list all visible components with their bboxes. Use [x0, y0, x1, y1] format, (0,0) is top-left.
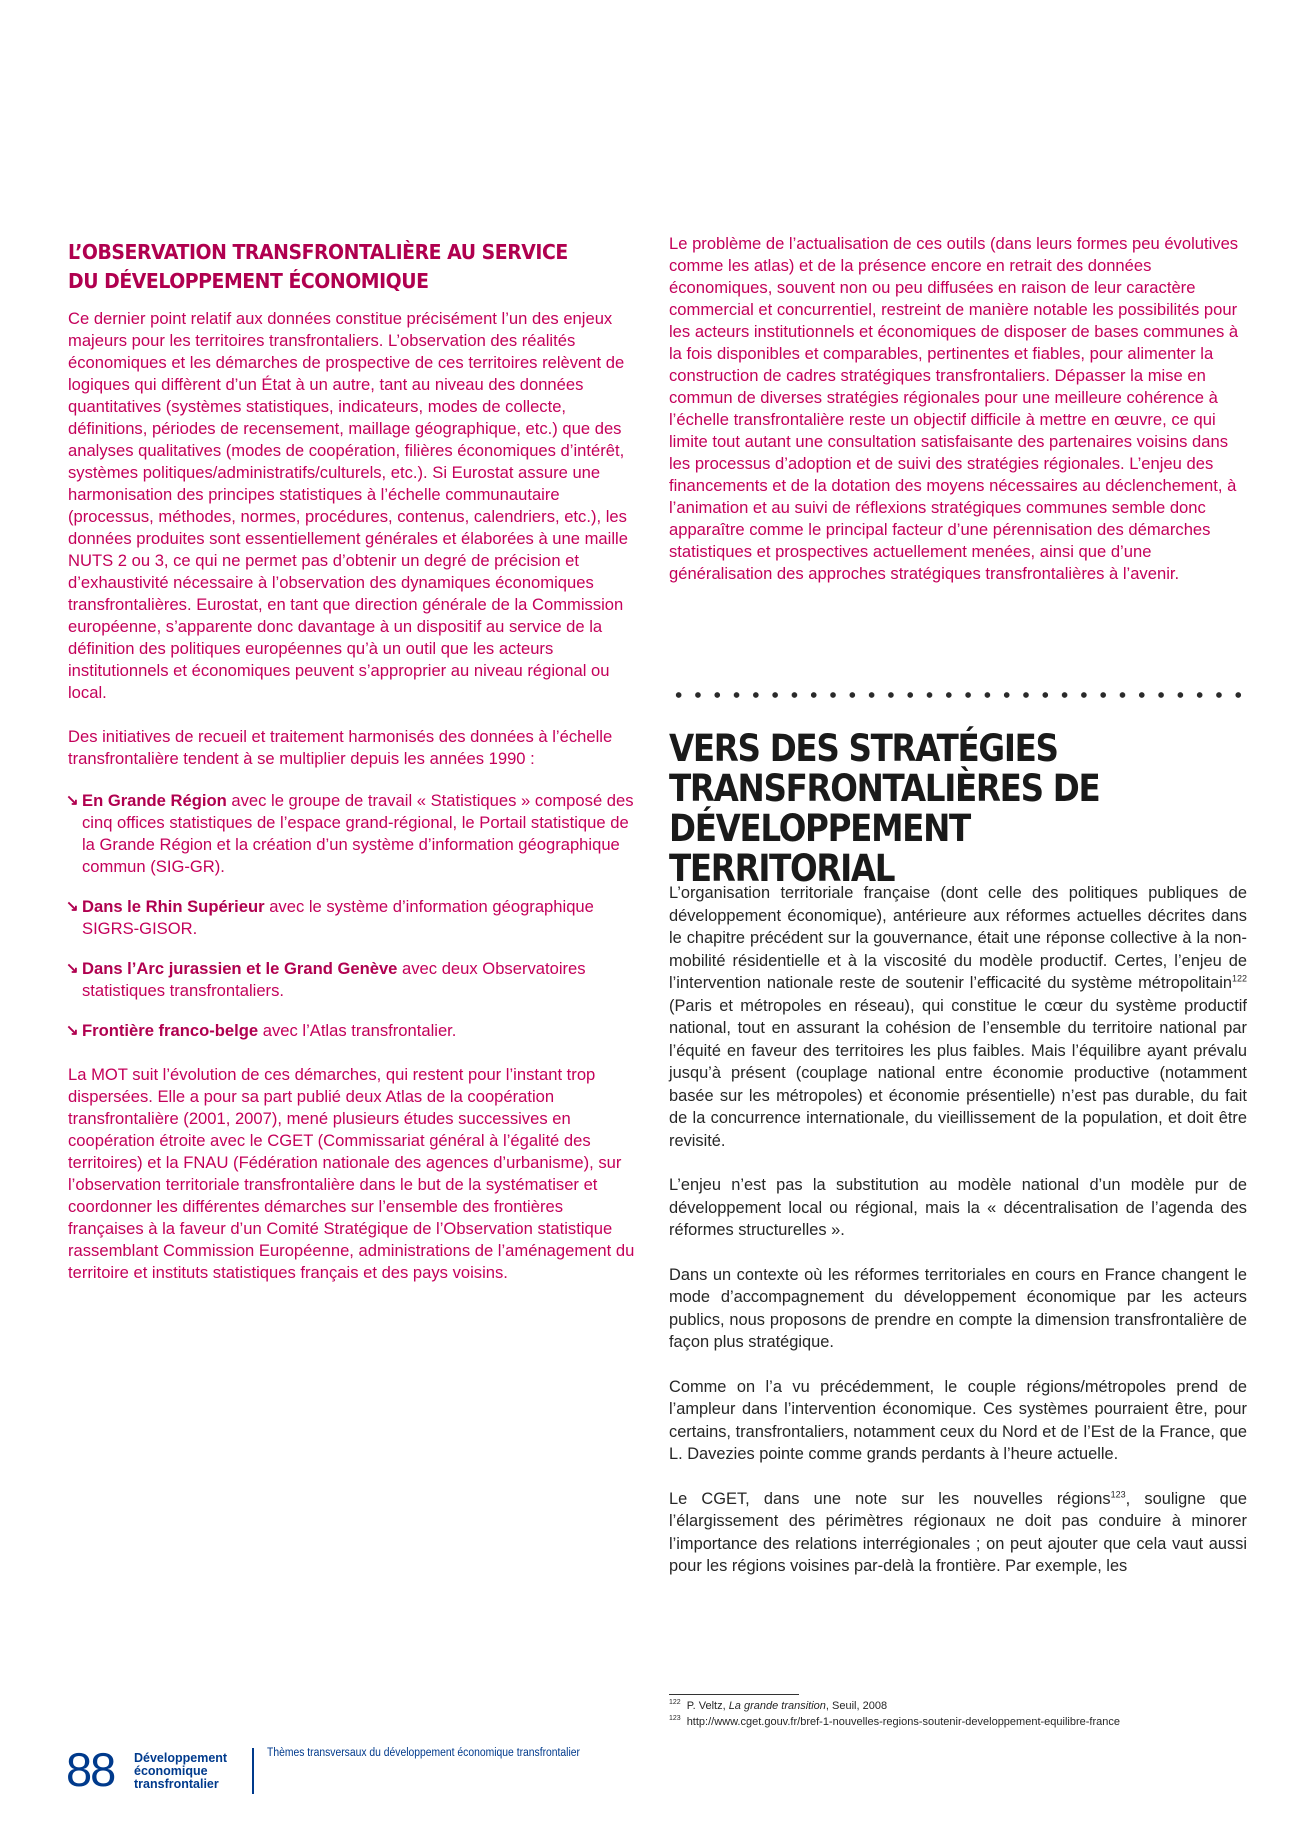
text-span: P. Veltz, — [686, 1700, 729, 1712]
footnote-ref: 122 — [1231, 973, 1247, 984]
chapter-title-line: DÉVELOPPEMENT TERRITORIAL — [669, 807, 970, 890]
paragraph: Des initiatives de recueil et traitement harmonisés des données à l’échelle transfrontalière tendent à se multiplier depuis les années 1990 : — [68, 727, 613, 768]
chapter-title — [669, 729, 1197, 889]
right-column — [669, 233, 1247, 585]
footer-separator — [252, 1748, 254, 1794]
list-item-text: avec l’Atlas transfrontalier. — [258, 1021, 457, 1040]
paragraph — [669, 1488, 1247, 1578]
list-item-text: avec le système d’information géographique SIGRS-GISOR. — [82, 897, 594, 938]
paragraph: Ce dernier point relatif aux données constitue précisément l’un des enjeux majeurs pour les territoires transfrontaliers. L’observation des réalités économiques et les démarches de prospective de ces territoires relèvent de logiques qui diffèrent d’un État à un autre, tant au niveau des données quantitatives (systèmes statistiques, indicateurs, modes de collecte, définitions, périodes de recensement, maillage géographique, etc.) que des analyses qualitatives (modes de coopération, filières économiques d’intérêt, systèmes politiques/administratifs/culturels, etc.). Si Eurostat assure une harmonisation des principes statistiques à l’échelle communautaire (processus, méthodes, normes, procédures, contenus, calendriers, etc.), les données produites sont essentiellement générales et élaborées à une maille NUTS 2 ou 3, ce qui ne permet pas d’obtenir un degré de précision et d’exhaustivité nécessaire à l’observation des dynamiques économiques transfrontalières. Eurostat, en tant que direction générale de la Commission européenne, s’apparente donc davantage à un dispositif au service de la définition des politiques européennes qu’à un outil que les acteurs institutionnels et économiques peuvent s’approprier au niveau régional ou local. — [68, 309, 628, 702]
body-text — [669, 882, 1247, 1600]
text-span: , Seuil, 2008 — [825, 1700, 888, 1712]
list-item — [68, 790, 638, 878]
publication-brand — [134, 1752, 227, 1791]
footnote-link[interactable]: http://www.cget.gouv.fr/bref-1-nouvelles-regions-soutenir-developpement-equilibre-france — [686, 1716, 1120, 1728]
brand-line: Développement — [134, 1751, 228, 1765]
text-span: L’organisation territoriale française (dont celle des politiques publiques de développement économique), antérieure aux réformes actuelles décrites dans le chapitre précédent sur la gouvernance, était une réponse collective à la non-mobilité résidentielle et à la viscosité du modèle productif. Certes, l’enjeu de l’intervention nationale reste de soutenir l’efficacité du système métropolitain — [669, 884, 1247, 992]
section-title-line: L’OBSERVATION TRANSFRONTALIÈRE AU SERVICE — [68, 240, 568, 264]
arrow-down-right-icon: ↘ — [66, 898, 79, 915]
footnotes — [669, 1698, 1269, 1730]
arrow-down-right-icon: ↘ — [66, 792, 79, 809]
list-item-lead: En Grande Région — [82, 791, 227, 810]
page-number: 88 — [66, 1743, 115, 1796]
paragraph: Le problème de l’actualisation de ces outils (dans leurs formes peu évolutives comme les atlas) et de la présence encore en retrait des données économiques, souvent non ou peu diffusées en raison de leur caractère commercial et concurrentiel, restreint de manière notable les possibilités pour les acteurs institutionnels et économiques de disposer de bases communes à la fois disponibles et comparables, pertinentes et fiables, pour alimenter la construction de cadres stratégiques transfrontaliers. Dépasser la mise en commun de diverses stratégies régionales pour une meilleure cohérence à l’échelle transfrontalière reste un objectif difficile à mettre en œuvre, ce qui limite tout autant une consultation satisfaisante des partenaires voisins dans les processus d’adoption et de suivi des stratégies régionales. L’enjeu des financements et de la dotation des moyens nécessaires au déclenchement, à l’animation et au suivi de réflexions stratégiques communes semble donc apparaître comme le principal facteur d’une pérennisation des démarches statistiques et prospectives actuellement menées, ainsi que d’une généralisation des approches stratégiques transfrontalières à l’avenir. — [669, 234, 1239, 583]
list-item-lead: Dans le Rhin Supérieur — [82, 897, 265, 916]
footnote-divider — [669, 1694, 799, 1695]
left-column — [68, 238, 638, 1284]
dotted-divider — [669, 689, 1247, 701]
footnote-number: 123 — [669, 1715, 681, 1723]
paragraph: Comme on l’a vu précédemment, le couple régions/métropoles prend de l’ampleur dans l’intervention économique. Ces systèmes pourraient être, pour certains, transfrontaliers, notamment ceux du Nord et de l’Est de la France, que L. Davezies pointe comme grands perdants à l’heure actuelle. — [669, 1377, 1247, 1463]
chapter-title-line: VERS DES STRATÉGIES — [669, 727, 1058, 770]
section-title-line: DU DÉVELOPPEMENT ÉCONOMIQUE — [68, 269, 429, 293]
list-item-text: avec le groupe de travail « Statistiques » composé des cinq offices statistiques de l’espace grand-régional, le Portail statistique de la Grande Région et la création d’un système d’information géographique commun (SIG-GR). — [82, 791, 634, 876]
paragraph: Dans un contexte où les réformes territoriales en cours en France changent le mode d’accompagnement du développement économique par les acteurs publics, nous proposons de prendre en compte la dimension transfrontalière de façon plus stratégique. — [669, 1265, 1247, 1351]
paragraph — [669, 882, 1247, 1152]
brand-line: transfrontalier — [134, 1777, 219, 1791]
footer-theme: Thèmes transversaux du développement économique transfrontalier — [267, 1747, 580, 1759]
section-title — [68, 238, 592, 296]
arrow-down-right-icon: ↘ — [66, 1022, 79, 1039]
list-item-lead: Frontière franco-belge — [82, 1021, 259, 1040]
list-item — [68, 896, 638, 940]
book-title: La grande transition — [728, 1700, 826, 1712]
list-item — [68, 1020, 638, 1042]
paragraph: L’enjeu n’est pas la substitution au modèle national d’un modèle pur de développement local ou régional, mais la « décentralisation de l’agenda des réformes structurelles ». — [669, 1176, 1247, 1239]
chapter-title-line: TRANSFRONTALIÈRES DE — [669, 767, 1100, 810]
text-span: (Paris et métropoles en réseau), qui constitue le cœur du système productif national, tout en assurant la cohésion de l’ensemble du territoire national par l’équité en faveur des territoires les plus faibles. Mais l’équilibre ayant prévalu jusqu’à présent (couplage national entre économie productive (notamment basée sur les métropoles) et économie présentielle) n’est pas durable, du fait de la concurrence internationale, du vieillissement de la population, et doit être revisité. — [669, 996, 1247, 1150]
footnote — [669, 1714, 1269, 1730]
arrow-down-right-icon: ↘ — [66, 960, 79, 977]
text-span: , souligne que l’élargissement des périmètres régionaux ne doit pas conduire à minorer l’importance des relations interrégionales ; on peut ajouter que cela vaut aussi pour les régions voisines par-delà la frontière. Par exemple, les — [669, 1489, 1247, 1575]
list-item-lead: Dans l’Arc jurassien et le Grand Genève — [82, 959, 398, 978]
footnote-ref: 123 — [1110, 1489, 1126, 1500]
footnote-number: 122 — [669, 1699, 681, 1707]
bullet-list — [68, 790, 638, 1042]
footnote — [669, 1698, 1269, 1714]
text-span: Le CGET, dans une note sur les nouvelles régions — [669, 1489, 1111, 1508]
brand-line: économique — [134, 1764, 208, 1778]
list-item-text: avec deux Observatoires statistiques transfrontaliers. — [82, 959, 586, 1000]
paragraph: La MOT suit l’évolution de ces démarches, qui restent pour l’instant trop dispersées. Elle a pour sa part publié deux Atlas de la coopération transfrontalière (2001, 2007), mené plusieurs études successives en coopération étroite avec le CGET (Commissariat général à l’égalité des territoires) et la FNAU (Fédération nationale des agences d’urbanisme), sur l’observation territoriale transfrontalière dans le but de la systématiser et coordonner les différentes démarches sur l’ensemble des frontières françaises à la faveur d’un Comité Stratégique de l’Observation statistique rassemblant Commission Européenne, administrations de l’aménagement du territoire et instituts statistiques français et des pays voisins. — [68, 1065, 635, 1282]
list-item — [68, 958, 638, 1002]
